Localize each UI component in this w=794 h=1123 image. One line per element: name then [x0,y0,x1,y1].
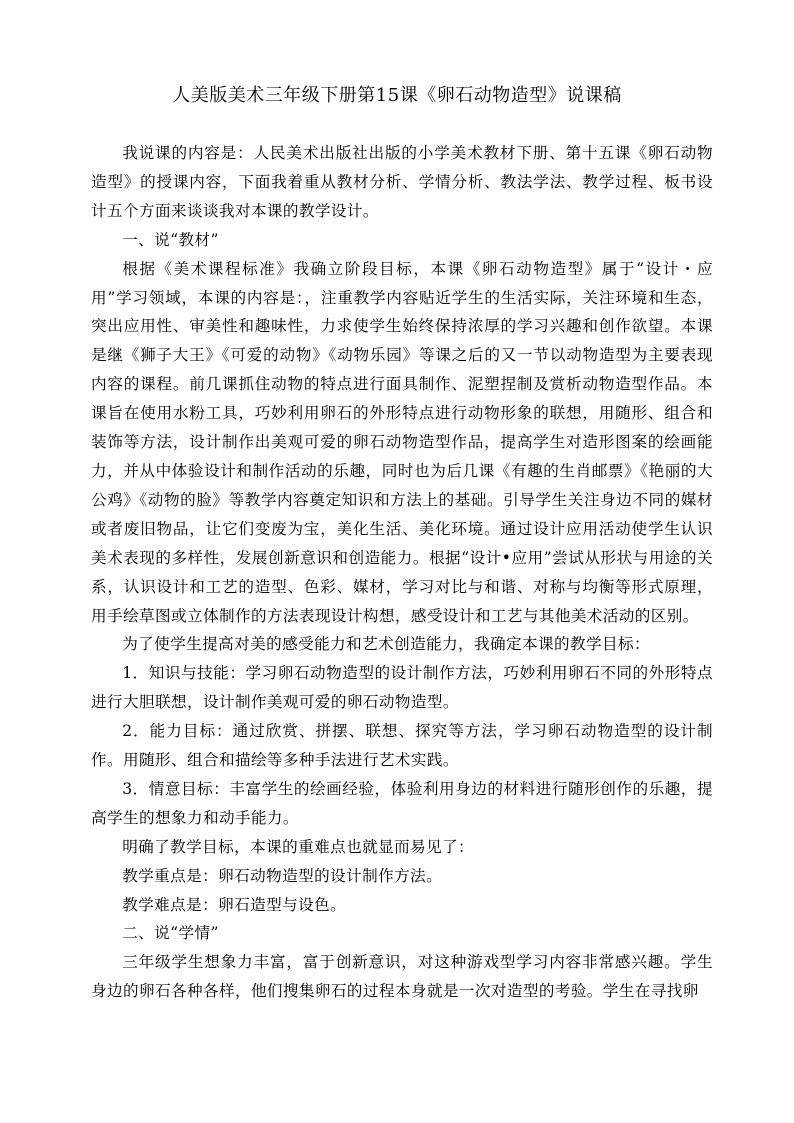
paragraph-goals-intro: 为了使学生提高对美的感受能力和艺术创造能力，我确定本课的教学目标： [122,635,650,654]
paragraph-difficult-point: 教学难点是：卵石造型与设色。 [122,895,347,914]
document-body [91,139,713,1006]
paragraph-goal-ability: 2．能力目标：通过欣赏、拼摆、联想、探究等方法，学习卵石动物造型的设计制作。用随形、组合和描绘等多种手法进行艺术实践。 [91,722,713,770]
paragraph-goal-emotion: 3．情意目标：丰富学生的绘画经验，体验利用身边的材料进行随形创作的乐趣，提高学生的想象力和动手能力。 [91,779,713,827]
paragraph-intro: 我说课的内容是：人民美术出版社出版的小学美术教材下册、第十五课《卵石动物造型》的授课内容，下面我着重从教材分析、学情分析、教法学法、教学过程、板书设计五个方面来谈谈我对本课的教学设计。 [91,144,713,220]
paragraph-key-point: 教学重点是：卵石动物造型的设计制作方法。 [122,866,443,885]
paragraph-goal-knowledge: 1．知识与技能：学习卵石动物造型的设计制作方法，巧妙利用卵石不同的外形特点进行大胆联想，设计制作美观可爱的卵石动物造型。 [91,664,713,712]
document-title: 人美版美术三年级下册第15课《卵石动物造型》说课稿 [172,85,622,106]
paragraph-student-analysis: 三年级学生想象力丰富，富于创新意识，对这种游戏型学习内容非常感兴趣。学生身边的卵石各种各样，他们搜集卵石的过程本身就是一次对造型的考验。学生在寻找卵 [91,953,713,1001]
paragraph-key-points-intro: 明确了教学目标，本课的重难点也就显而易见了： [122,837,475,856]
section-heading-textbook: 一、说“教材” [122,230,219,249]
section-heading-students: 二、说“学情” [122,924,219,943]
paragraph-textbook-analysis: 根据《美术课程标准》我确立阶段目标，本课《卵石动物造型》属于“设计・应用”学习领域，本课的内容是：，注重教学内容贴近学生的生活实际，关注环境和生态，突出应用性、审美性和趣味性，力求使学生始终保持浓厚的学习兴趣和创作欲望。本课是继《狮子大王》《可爱的动物》《动物乐园》等课之后的又一节以动物造型为主要表现内容的课程。前几课抓住动物的特点进行面具制作、泥塑捏制及赏析动物造型作品。本课旨在使用水粉工具，巧妙利用卵石的外形特点进行动物形象的联想，用随形、组合和装饰等方法，设计制作出美观可爱的卵石动物造型作品，提高学生对造形图案的绘画能力，并从中体验设计和制作活动的乐趣，同时也为后几课《有趣的生肖邮票》《艳丽的大公鸡》《动物的脸》等教学内容奠定知识和方法上的基础。引导学生关注身边不同的媒材或者废旧物品，让它们变废为宝，美化生活、美化环境。通过设计应用活动使学生认识美术表现的多样性，发展创新意识和创造能力。根据“设计•应用”尝试从形状与用途的关系，认识设计和工艺的造型、色彩、媒材，学习对比与和谐、对称与均衡等形式原理，用手绘草图或立体制作的方法表现设计构想，感受设计和工艺与其他美术活动的区别。 [91,259,713,625]
